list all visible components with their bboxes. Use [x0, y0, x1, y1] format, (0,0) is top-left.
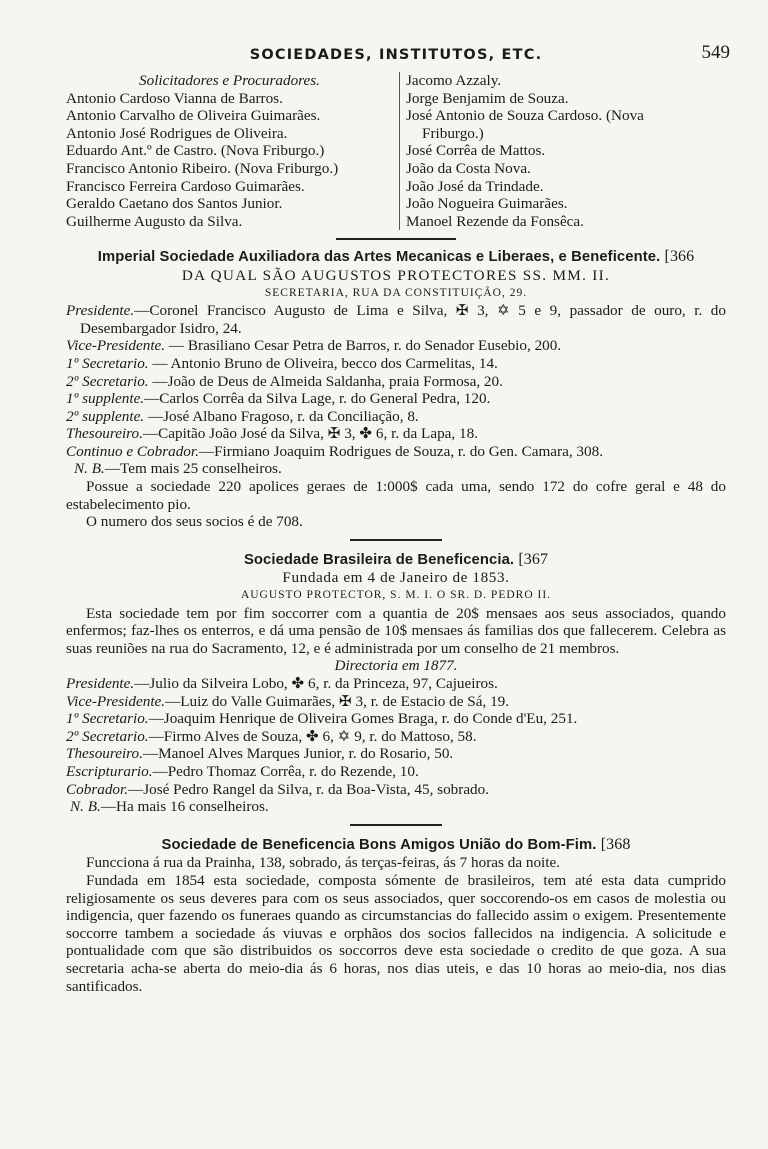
list-item: José Corrêa de Mattos.: [406, 142, 546, 160]
section-368-body: Fundada em 1854 esta sociedade, composta sómente de brasileiros, tem até esta data cumprido religiosamente os seus deveres para com os seus associados, quer soccorendo-os em casos de molestia ou indigencia, quer fazendo os funeraes quando as circumstancias do fallecido assim o exigem. Presentemente soccorre tambem a sociedade ás viuvas e orphãos dos socios fallecidos na indigencia. A solicitude e pontualidade com que são distribuidos os soccorros deve esta sociedade o credito de que goza. A sua secretaria acha-se aberta do meio-dia ás 6 horas, nos dias uteis, e das 10 horas ao meio-dia, nos dias santificados.: [66, 871, 726, 995]
page-header: [66, 42, 730, 72]
section-divider: [350, 539, 442, 541]
section-367-protector: AUGUSTO PROTECTOR, S. M. I. O SR. D. PEDRO II.: [240, 589, 552, 602]
officer-entry: Vice-Presidente.—Luiz do Valle Guimarães, ✠ 3, r. de Estacio de Sá, 19.: [66, 692, 510, 710]
officer-entry: Cobrador.—José Pedro Rangel da Silva, r. da Boa-Vista, 45, sobrado.: [66, 780, 490, 798]
list-item: Friburgo.): [422, 124, 484, 142]
section-366-officers: [66, 302, 726, 478]
section-number: [368: [600, 835, 631, 853]
section-divider: [350, 824, 442, 826]
section-366-subtitle: DA QUAL SÃO AUGUSTOS PROTECTORES SS. MM. II.: [181, 266, 611, 284]
officer-entry: 1º Secretario. — Antonio Bruno de Oliveira, becco dos Carmelitas, 14.: [66, 354, 498, 372]
list-item: João Nogueira Guimarães.: [406, 195, 568, 213]
officer-entry: 2º supplente. —José Albano Fragoso, r. da Conciliação, 8.: [66, 407, 419, 425]
officer-entry: Thesoureiro.—Capitão João José da Silva, ✠ 3, ✤ 6, r. da Lapa, 18.: [66, 425, 478, 443]
officer-entry: N. B.—Tem mais 25 conselheiros.: [74, 460, 282, 478]
section-368-title: [66, 836, 726, 855]
section-367-officers: [66, 675, 726, 816]
officer-entry: 1º supplente.—Carlos Corrêa da Silva Lage, r. do General Pedra, 120.: [66, 390, 491, 408]
section-title-text: Sociedade Brasileira de Beneficencia.: [243, 551, 515, 568]
officer-entry: Presidente.—Coronel Francisco Augusto de Lima e Silva, ✠ 3, ✡ 5 e 9, passador de ouro, r. do Desembargador Isidro, 24.: [66, 302, 726, 337]
section-divider: [336, 238, 456, 240]
page-number: 549: [701, 42, 730, 63]
list-item: Jorge Benjamim de Souza.: [406, 89, 569, 107]
solicitadores-right-column: [400, 72, 726, 230]
officer-entry: Continuo e Cobrador.—Firmiano Joaquim Rodrigues de Souza, r. do Gen. Camara, 308.: [66, 442, 603, 460]
section-title-text: Imperial Sociedade Auxiliadora das Artes Mecanicas e Liberaes, e Beneficente.: [97, 249, 661, 266]
list-item: João José da Trindade.: [406, 177, 544, 195]
document-page: [66, 42, 730, 995]
officer-entry: Thesoureiro.—Manoel Alves Marques Junior, r. do Rosario, 50.: [66, 745, 454, 763]
section-366-title: [66, 248, 726, 267]
list-item: Antonio Carvalho de Oliveira Guimarães.: [66, 107, 321, 125]
section-368-meeting: Funcciona á rua da Prainha, 138, sobrado, ás terças-feiras, ás 7 horas da noite.: [86, 854, 561, 872]
solicitadores-heading: Solicitadores e Procuradores.: [139, 72, 320, 89]
section-number: [367: [518, 550, 549, 568]
section-367-founded: Fundada em 4 de Janeiro de 1853.: [282, 569, 510, 587]
list-item: José Antonio de Souza Cardoso. (Nova: [406, 107, 644, 125]
list-item: João da Costa Nova.: [406, 159, 531, 177]
list-item: Jacomo Azzaly.: [406, 72, 502, 89]
section-367-directoria-heading: Directoria em 1877.: [334, 657, 458, 675]
officer-entry: Presidente.—Julio da Silveira Lobo, ✤ 6, r. da Princeza, 97, Cajueiros.: [66, 675, 498, 692]
solicitadores-left-column: [66, 72, 400, 230]
list-item: Guilherme Augusto da Silva.: [66, 212, 243, 230]
list-item: Francisco Antonio Ribeiro. (Nova Friburgo.): [66, 159, 339, 177]
section-367-title: [66, 551, 726, 570]
list-item: Geraldo Caetano dos Santos Junior.: [66, 195, 283, 213]
officer-entry: 2º Secretario.—Firmo Alves de Souza, ✤ 6, ✡ 9, r. do Mattoso, 58.: [66, 727, 477, 745]
section-366-paragraph: O numero dos seus socios é de 708.: [86, 513, 303, 531]
list-item: Eduardo Ant.º de Castro. (Nova Friburgo.): [66, 142, 325, 160]
officer-entry: 2º Secretario. —João de Deus de Almeida Saldanha, praia Formosa, 20.: [66, 372, 503, 390]
officer-entry: 1º Secretario.—Joaquim Henrique de Oliveira Gomes Braga, r. do Conde d'Eu, 251.: [66, 710, 578, 728]
section-title-text: Sociedade de Beneficencia Bons Amigos União do Bom-Fim.: [161, 836, 597, 853]
officer-entry: Vice-Presidente. — Brasiliano Cesar Petra de Barros, r. do Senador Eusebio, 200.: [66, 337, 562, 355]
solicitadores-list: [66, 72, 726, 230]
running-title: SOCIEDADES, INSTITUTOS, ETC.: [249, 47, 543, 63]
list-item: Antonio José Rodrigues de Oliveira.: [66, 124, 288, 142]
section-367-body: Esta sociedade tem por fim soccorrer com a quantia de 20$ mensaes aos seus associados, quando enfermos; faz-lhes os enterros, e dá uma pensão de 10$ mensaes ás familias dos que fallecerem. Celebra as suas reuniões na rua do Sacramento, 12, e é administrada por um conselho de 21 membros.: [66, 604, 726, 657]
officer-entry: Escripturario.—Pedro Thomaz Corrêa, r. do Rezende, 10.: [66, 762, 419, 780]
section-366-paragraph: Possue a sociedade 220 apolices geraes de 1:000$ cada uma, sendo 172 do cofre geral e 48 do estabelecimento pio.: [66, 478, 726, 513]
list-item: Manoel Rezende da Fonsêca.: [406, 212, 584, 230]
section-366-secretaria: SECRETARIA, RUA DA CONSTITUIÇÃO, 29.: [264, 286, 528, 299]
list-item: Francisco Ferreira Cardoso Guimarães.: [66, 177, 305, 195]
officer-entry: N. B.—Ha mais 16 conselheiros.: [70, 798, 269, 816]
section-number: [366: [664, 248, 695, 266]
list-item: Antonio Cardoso Vianna de Barros.: [66, 89, 283, 107]
